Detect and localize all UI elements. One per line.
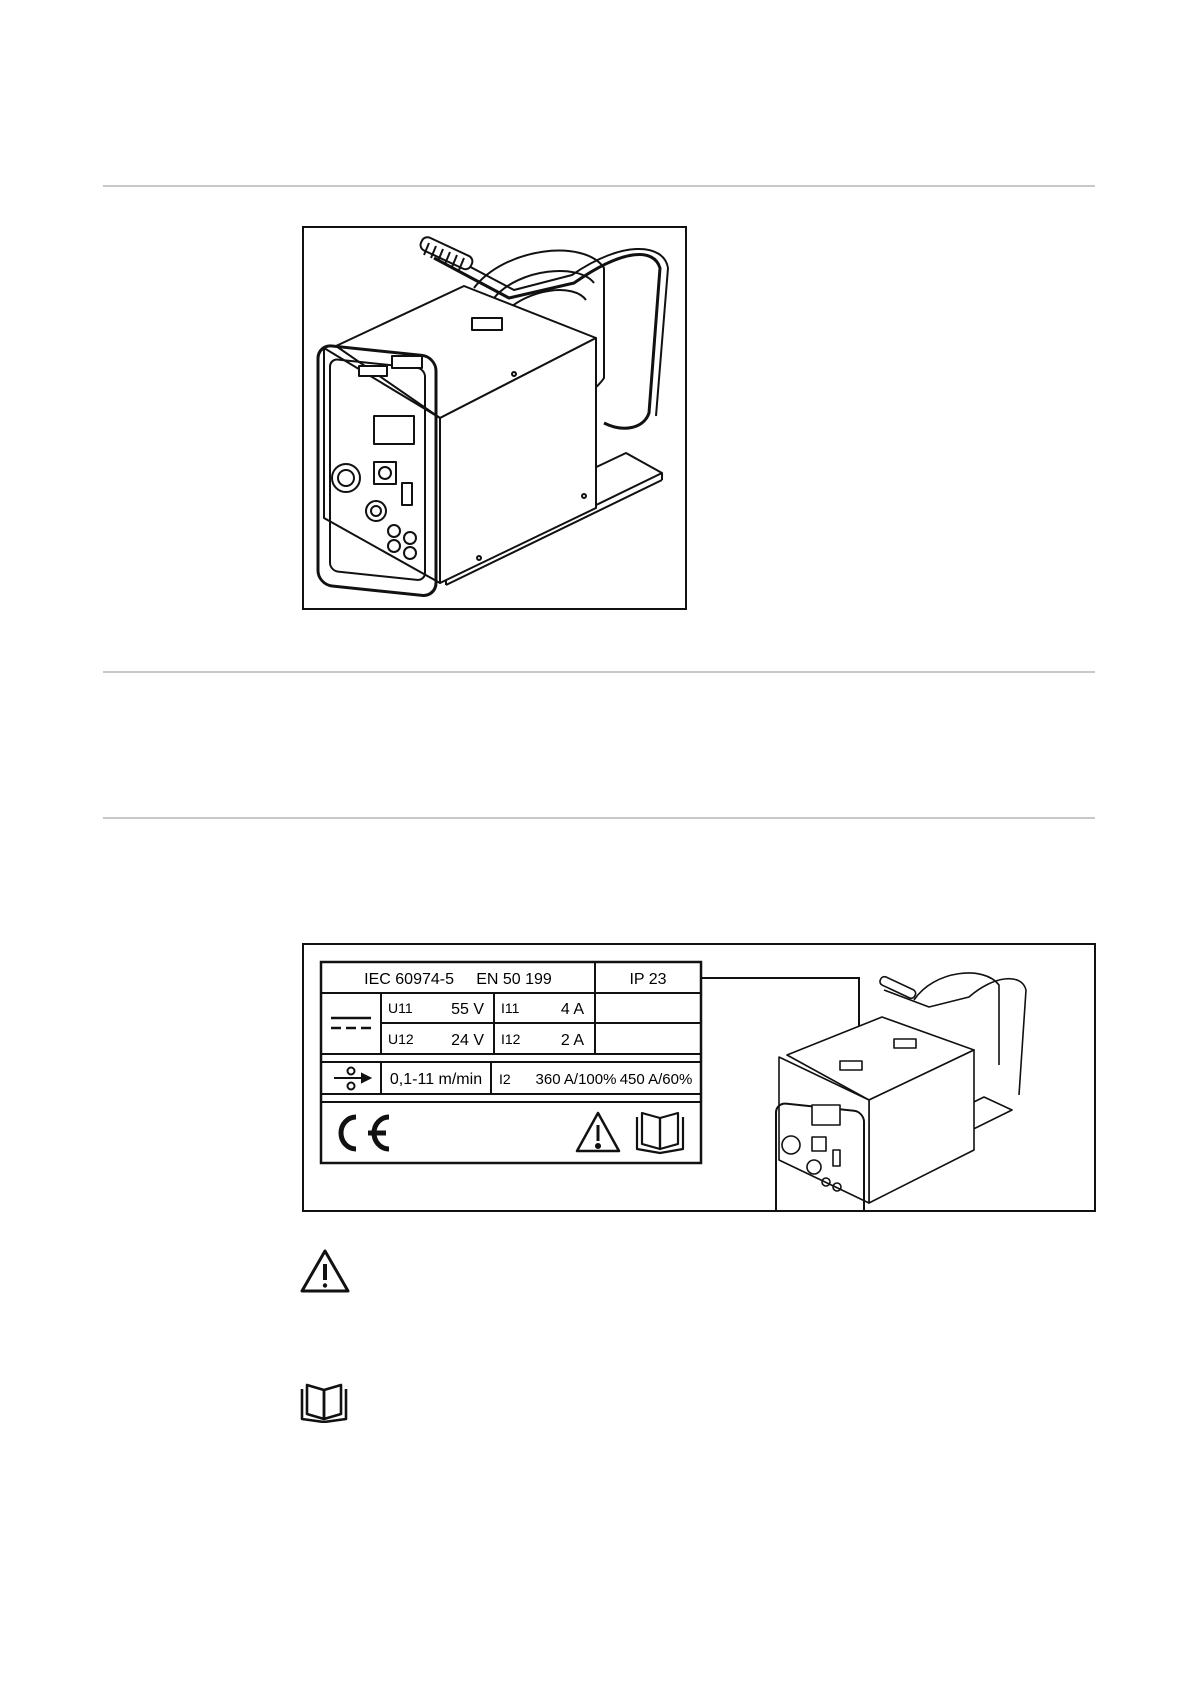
wire-feeder-figure (302, 226, 687, 610)
manual-symbol (300, 1383, 348, 1423)
i12-value: 2 A (560, 1032, 584, 1049)
wire-speed-text: 0,1-11 m/min (389, 1071, 483, 1088)
section-divider (103, 185, 1095, 187)
u11-label: U11 (388, 1000, 413, 1016)
warning-triangle-icon (300, 1248, 350, 1294)
section-divider (103, 671, 1095, 673)
section-divider (103, 817, 1095, 819)
i2-value-60: 450 A/60% (619, 1071, 693, 1088)
ip-rating-text: IP 23 (629, 971, 667, 988)
u12-value: 24 V (451, 1032, 484, 1049)
i11-label: I11 (501, 1000, 520, 1016)
u11-value: 55 V (451, 1001, 484, 1018)
i11-value: 4 A (560, 1001, 584, 1018)
wire-feeder-illustration (304, 228, 685, 608)
i2-label: I2 (499, 1071, 511, 1087)
rating-plate-figure (302, 943, 1096, 1212)
i2-value-100: 360 A/100% (535, 1071, 617, 1088)
u12-label: U12 (388, 1031, 414, 1047)
standards-text: IEC 60974-5 EN 50 199 (364, 971, 552, 988)
operating-manual-icon (300, 1383, 348, 1423)
warning-symbol (300, 1248, 350, 1294)
i12-label: I12 (501, 1031, 521, 1047)
rating-plate-illustration (304, 945, 1094, 1210)
wire-feeder-small-illustration (776, 973, 1026, 1210)
